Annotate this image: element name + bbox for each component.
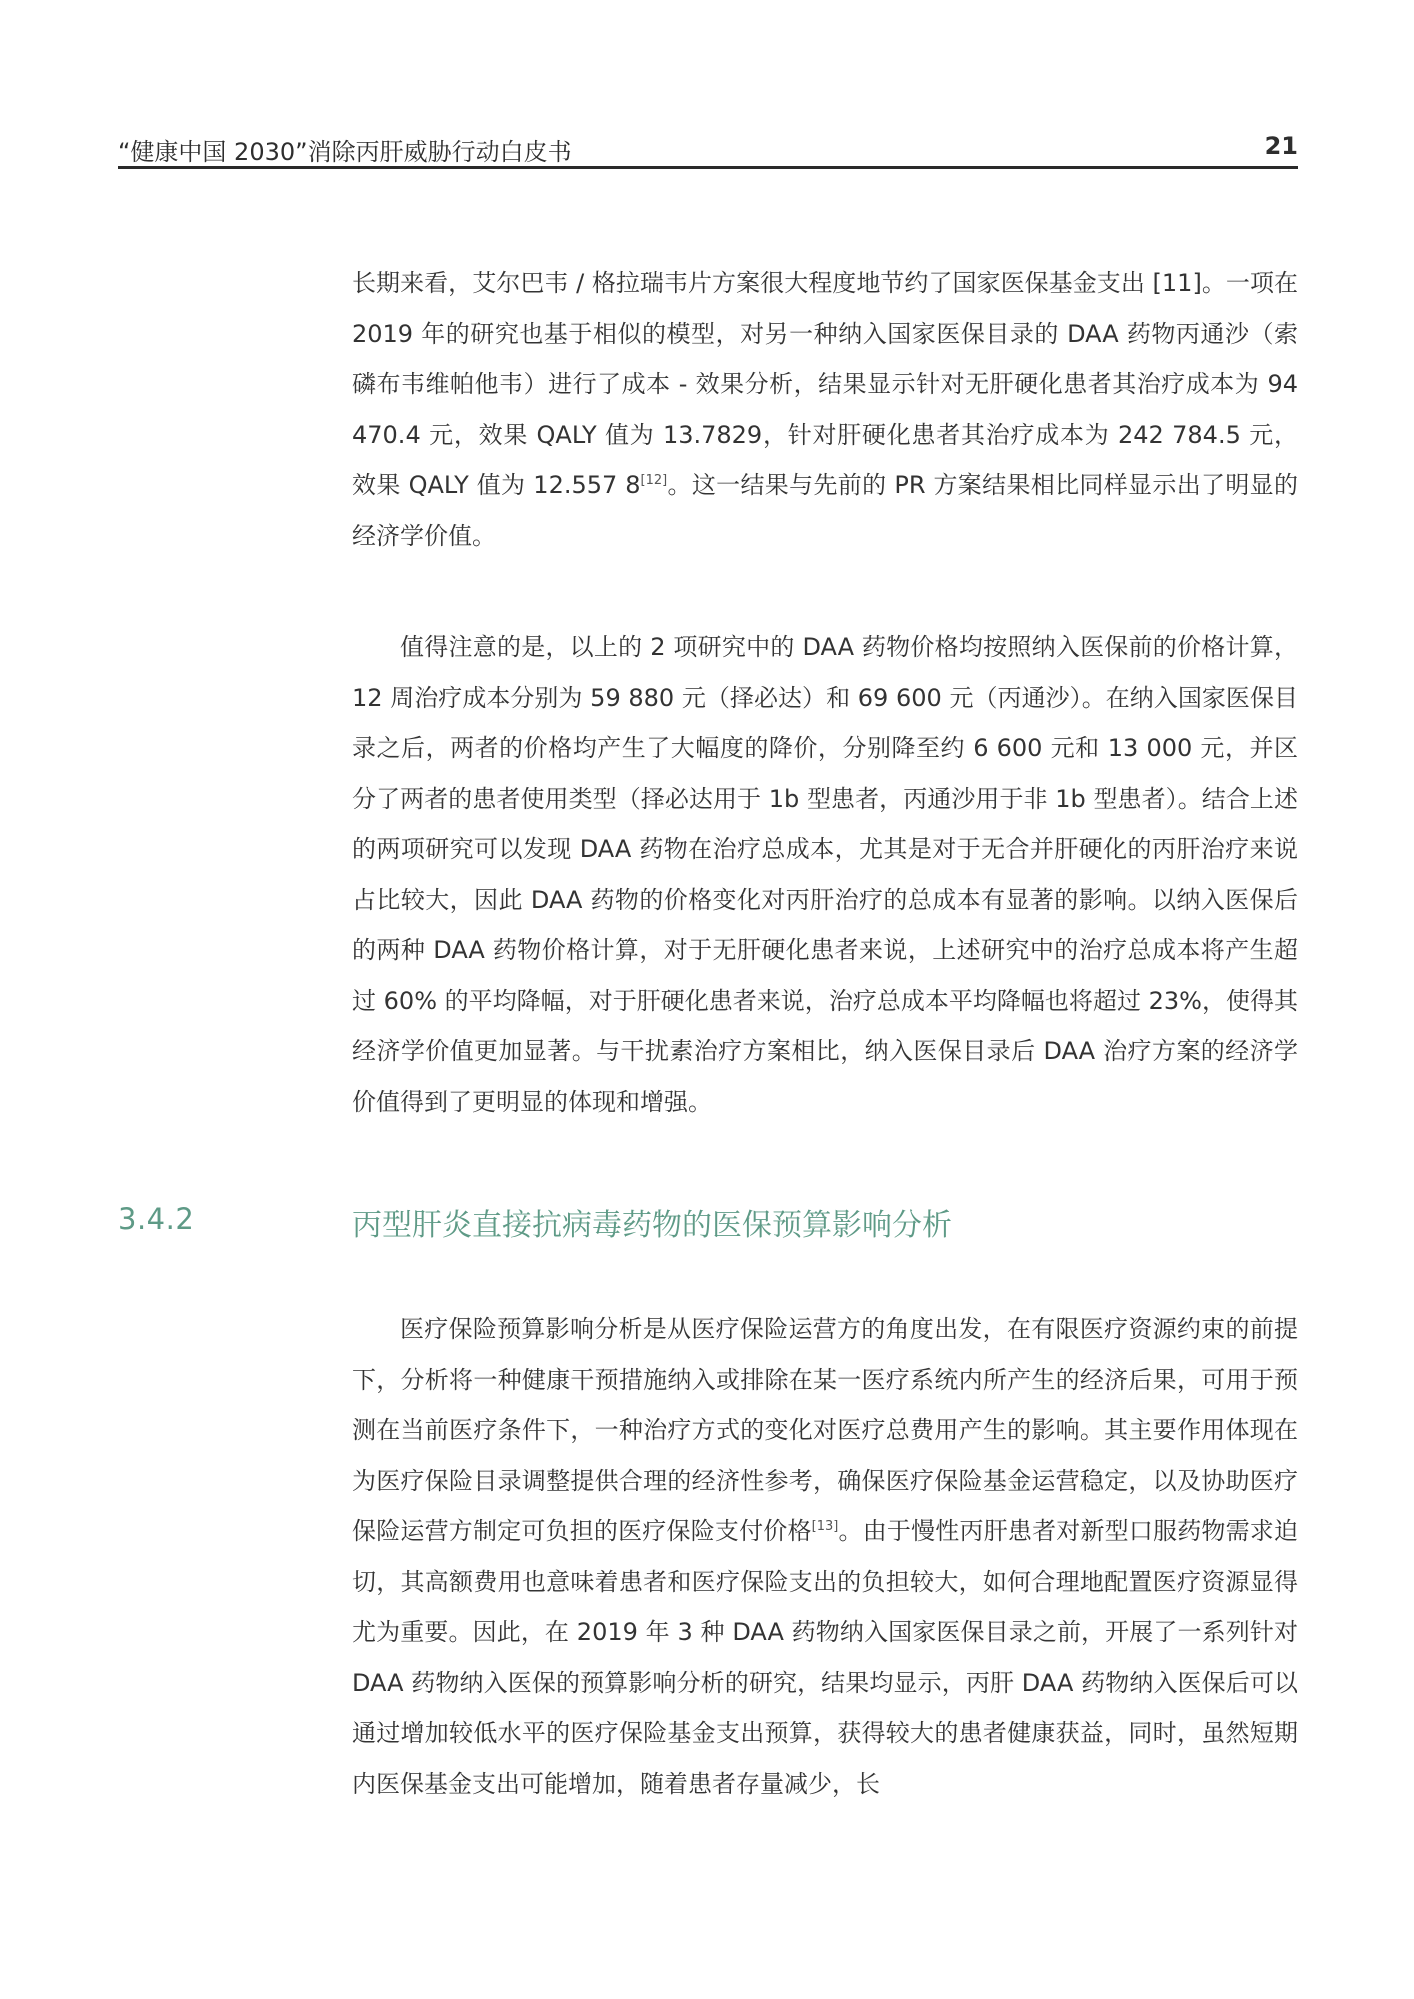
page-number: 21 <box>1264 132 1298 160</box>
body-paragraph-1 <box>352 258 1298 561</box>
citation-marker: [12] <box>640 473 668 488</box>
header-divider <box>118 166 1298 169</box>
paragraph-text: 长期来看，艾尔巴韦 / 格拉瑞韦片方案很大程度地节约了国家医保基金支出 [11]。一项在 2019 年的研究也基于相似的模型，对另一种纳入国家医保目录的 DAA 药物丙通沙（索磷布韦维帕他韦）进行了成本 - 效果分析，结果显示针对无肝硬化患者其治疗成本为 94 470.4 元，效果 QALY 值为 13.7829，针对肝硬化患者其治疗成本为 242 784.5 元，效果 QALY 值为 12.557 8 <box>352 269 1298 499</box>
paragraph-text: 医疗保险预算影响分析是从医疗保险运营方的角度出发，在有限医疗资源约束的前提下，分析将一种健康干预措施纳入或排除在某一医疗系统内所产生的经济后果，可用于预测在当前医疗条件下，一种治疗方式的变化对医疗总费用产生的影响。其主要作用体现在为医疗保险目录调整提供合理的经济性参考，确保医疗保险基金运营稳定，以及协助医疗保险运营方制定可负担的医疗保险支付价格 <box>352 1315 1298 1545</box>
body-paragraph-3 <box>352 1304 1298 1809</box>
paragraph-text: 。这一结果与先前的 PR 方案结果相比同样显示出了明显的经济学价值。 <box>352 471 1298 550</box>
paragraph-text: 。由于慢性丙肝患者对新型口服药物需求迫切，其高额费用也意味着患者和医疗保险支出的负担较大，如何合理地配置医疗资源显得尤为重要。因此，在 2019 年 3 种 DAA 药物纳入国家医保目录之前，开展了一系列针对 DAA 药物纳入医保的预算影响分析的研究，结果均显示，丙肝 DAA 药物纳入医保后可以通过增加较低水平的医疗保险基金支出预算，获得较大的患者健康获益，同时，虽然短期内医保基金支出可能增加，随着患者存量减少，长 <box>352 1517 1298 1798</box>
section-heading: 丙型肝炎直接抗病毒药物的医保预算影响分析 <box>352 1208 952 1243</box>
body-paragraph-2: 值得注意的是，以上的 2 项研究中的 DAA 药物价格均按照纳入医保前的价格计算，12 周治疗成本分别为 59 880 元（择必达）和 69 600 元（丙通沙）。在纳入国家医保目录之后，两者的价格均产生了大幅度的降价，分别降至约 6 600 元和 13 000 元，并区分了两者的患者使用类型（择必达用于 1b 型患者，丙通沙用于非 1b 型患者）。结合上述的两项研究可以发现 DAA 药物在治疗总成本，尤其是对于无合并肝硬化的丙肝治疗来说占比较大，因此 DAA 药物的价格变化对丙肝治疗的总成本有显著的影响。以纳入医保后的两种 DAA 药物价格计算，对于无肝硬化患者来说，上述研究中的治疗总成本将产生超过 60% 的平均降幅，对于肝硬化患者来说，治疗总成本平均降幅也将超过 23%，使得其经济学价值更加显著。与干扰素治疗方案相比，纳入医保目录后 DAA 治疗方案的经济学价值得到了更明显的体现和增强。 <box>352 633 1298 1116</box>
section-number: 3.4.2 <box>118 1202 195 1236</box>
running-header <box>118 128 1298 168</box>
document-title: “健康中国 2030”消除丙肝威胁行动白皮书 <box>118 138 572 166</box>
citation-marker: [13] <box>811 1519 839 1534</box>
